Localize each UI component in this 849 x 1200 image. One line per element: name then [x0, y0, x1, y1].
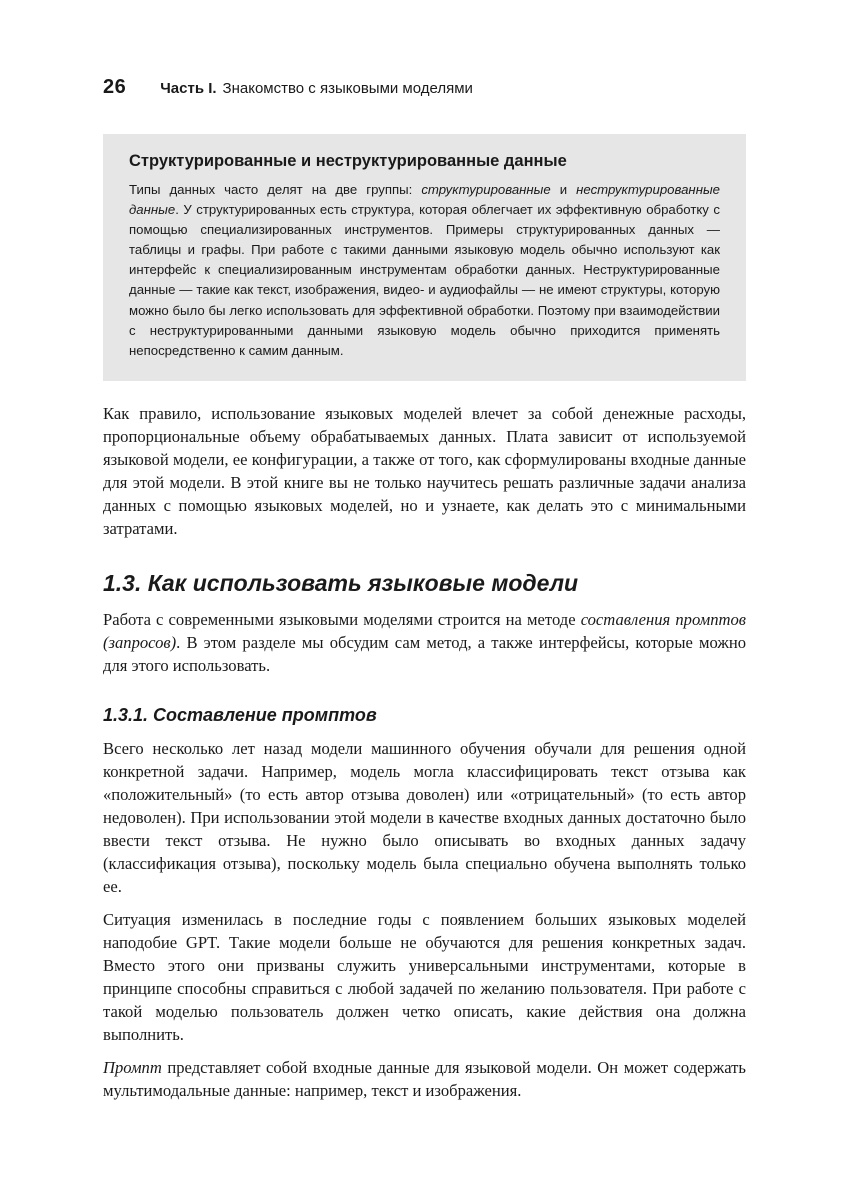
sidebar-text-part: . У структурированных есть структура, которая облегчает их эффективную обработку с помощью специализированных инструментов. Примеры структурированных данных — таблицы и графы. При работе с такими данными языковую модель обычно используют как интерфейс к специализированным инструментам обработки данных. Неструктурированные данные — такие как текст, изображения, видео- и аудиофайлы — не имеют структуры, которую можно было бы легко использовать для эффективной обработки. Поэтому при взаимодействии с неструктурированными данными языковую модель обычно приходится применять непосредственно к самим данным. [129, 202, 720, 358]
part-title: Знакомство с языковыми моделями [222, 80, 473, 97]
sidebar-emphasis: структурированные [421, 182, 551, 197]
sidebar-emphasis: неструктурированные данные [129, 182, 720, 218]
subsection-paragraph-1: Всего несколько лет назад модели машинного обучения обучали для решения одной конкретной задачи. Например, модель могла классифицировать текст отзыва как «положительный» (то есть автор отзыва доволен) или «отрицательный» (то есть автор недоволен). При использовании этой модели в качестве входных данных достаточно было ввести текст отзыва. Не нужно было описывать во входных данных задачу (классификация отзыва), поскольку модель была специально обучена выполнять только ее. [103, 738, 746, 896]
subsection-paragraph-3 [103, 1056, 746, 1102]
book-page [103, 76, 746, 1112]
intro-paragraph: Как правило, использование языковых моделей влечет за собой денежные расходы, пропорциональные объему обрабатываемых данных. Плата зависит от используемой языковой модели, ее конфигурации, а также от того, как сформулированы входные данные для этой модели. В этой книге вы не только научитесь решать различные задачи анализа данных с помощью языковых моделей, но и узнаете, как делать это с минимальными затратами. [103, 403, 746, 538]
paragraph-part: Работа с современными языковыми моделями строится на методе [103, 609, 581, 629]
paragraph-part: представляет собой входные данные для языковой модели. Он может содержать мультимодальные данные: например, текст и изображения. [103, 1057, 746, 1100]
sidebar-text-part: Типы данных часто делят на две группы: [129, 182, 422, 197]
sidebar-box [103, 134, 746, 381]
part-label: Часть I. [160, 80, 217, 97]
paragraph-part: . В этом разделе мы обсудим сам метод, а также интерфейсы, которые можно для этого использовать. [103, 632, 746, 675]
subsection-heading: 1.3.1. Составление промптов [103, 704, 377, 725]
running-header [103, 76, 746, 106]
section-paragraph [103, 608, 746, 677]
page-number: 26 [103, 76, 127, 98]
emphasis-term: Промпт [103, 1057, 162, 1077]
sidebar-text-part: и [550, 182, 577, 197]
sidebar-title: Структурированные и неструктурированные данные [129, 152, 567, 170]
section-heading: 1.3. Как использовать языковые модели [103, 569, 579, 596]
sidebar-text [129, 180, 720, 361]
emphasis-term: составления промптов (запросов) [103, 609, 746, 652]
subsection-paragraph-2: Ситуация изменилась в последние годы с появлением больших языковых моделей наподобие GPT. Такие модели больше не обучаются для решения конкретных задач. Вместо этого они призваны служить универсальными инструментами, которые в принципе способны справиться с любой задачей по желанию пользователя. При работе с такой моделью пользователь должен четко описать, какие действия она должна выполнить. [103, 909, 746, 1044]
